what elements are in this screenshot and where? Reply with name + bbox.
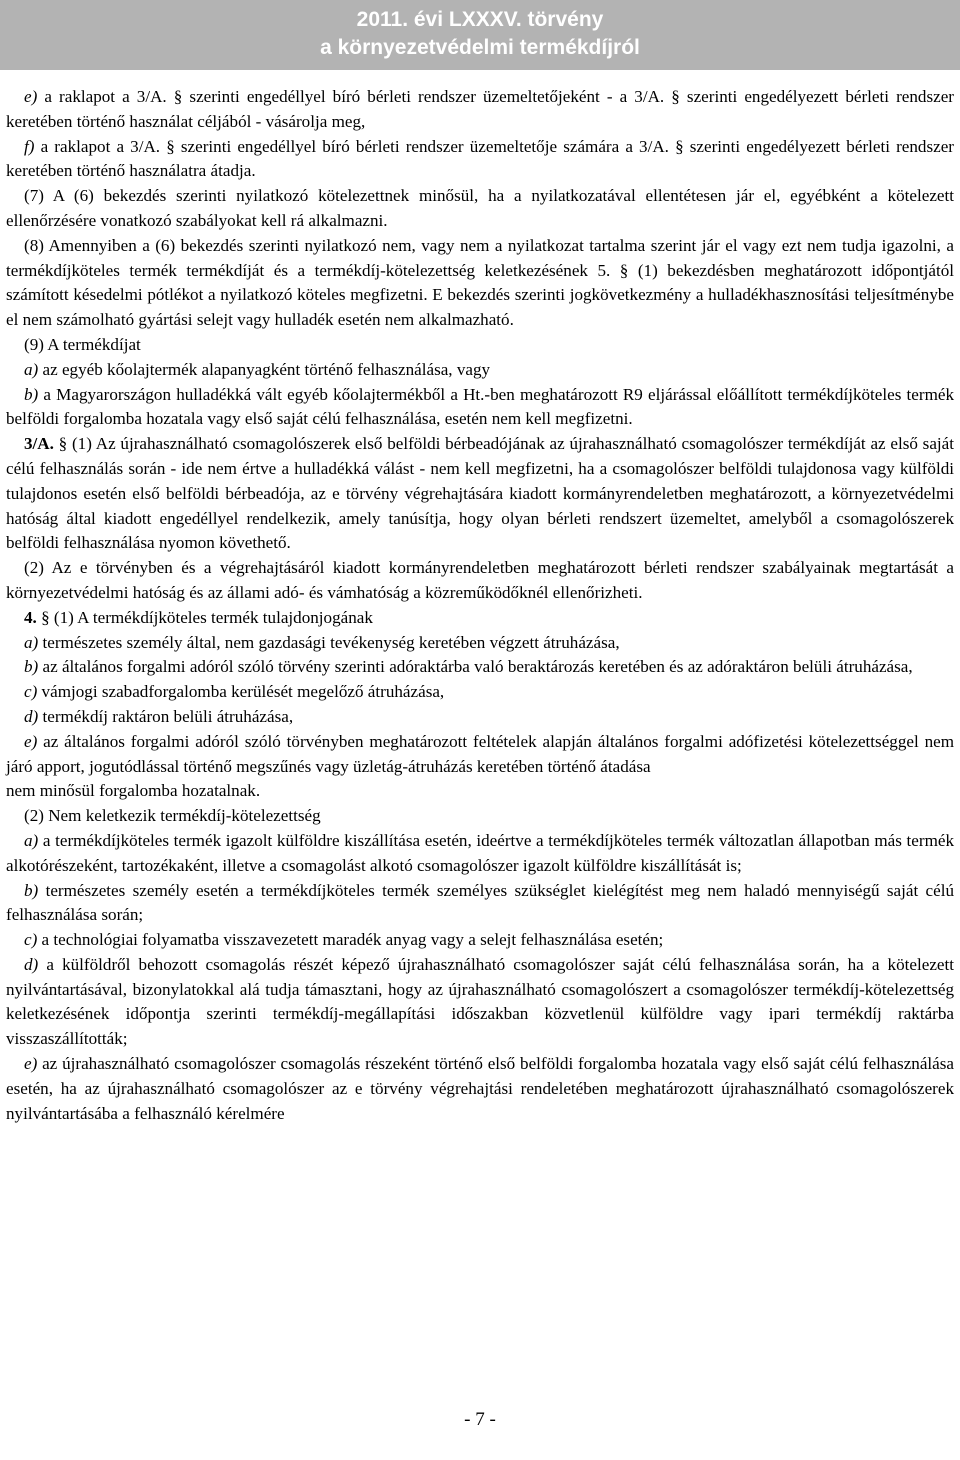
paragraph <box>6 879 954 929</box>
item-text: a termékdíjköteles termék igazolt külföldre kiszállítása esetén, ideértve a termékdíjköteles termék változatlan állapotban más termék alkotórészeként, tartozékaként, illetve a csomagolást alkotó csomagolószer igazolt külföldre kiszállítását is; <box>6 830 954 875</box>
item-letter: c) <box>24 930 38 950</box>
section-3a <box>6 432 954 556</box>
paragraph <box>6 680 954 705</box>
item-text: a technológiai folyamatba visszavezetett maradék anyag vagy a selejt felhasználása esetén; <box>37 930 664 950</box>
paragraph: (7) A (6) bekezdés szerinti nyilatkozó kötelezettnek minősül, ha a nyilatkozatával ellentétesen jár el, egyébként a kötelezett ellenőrzésére vonatkozó szabályokat kell rá alkalmazni. <box>6 186 954 230</box>
item-text: az újrahasználható csomagolószer csomagolás részeként történő első belföldi forgalomba hozatala vagy első saját célú felhasználása esetén, ha az újrahasználható csomagolószer az e törvény végrehajtási rendeletében meghatározott újrahasználható csomagolószerek nyilvántartásába a felhasználó kérelmére <box>6 1054 954 1123</box>
item-text: az általános forgalmi adóról szóló törvény szerinti adóraktárba való beraktározás keretében és az adóraktáron belüli átruházása, <box>38 657 913 677</box>
item-letter: b) <box>24 880 39 900</box>
paragraph: (2) Nem keletkezik termékdíj-kötelezettség <box>24 806 321 826</box>
item-letter: f) <box>24 136 35 156</box>
paragraph <box>6 358 954 383</box>
item-letter: e) <box>24 1054 38 1074</box>
page-number: - 7 - <box>464 1409 496 1430</box>
paragraph <box>6 705 954 730</box>
section-text: § (1) A termékdíjköteles termék tulajdonjogának <box>36 607 373 627</box>
section-text: § (1) Az újrahasználható csomagolószerek első belföldi bérbeadójának az újrahasználható csomagolószer termékdíját az első saját célú felhasználás során - ide nem értve a hulladékká válást - nem kell megfizetni, ha a csomagolószer belföldi tulajdonosa vagy külföldi tulajdonos esetén első belföldi bérbeadója, az e törvény végrehajtására kiadott kormányrendeletben meghatározott, a környezetvédelmi hatóság által kiadott engedéllyel rendelkezik, amely tanúsítja, hogy olyan bérleti rendszert üzemeltet, amelyből a csomagolószerek belföldi felhasználása nyomon követhető. <box>6 434 954 553</box>
item-text: az általános forgalmi adóról szóló törvényben meghatározott feltételek alapján általános forgalmi adófizetési kötelezettséggel nem járó apport, jogutódlással történő megszűnés vagy üzletág-átruházás keretében történő átadása <box>6 731 954 776</box>
item-letter: a) <box>24 830 39 850</box>
document-body <box>6 85 954 1126</box>
item-letter: a) <box>24 632 39 652</box>
item-text: természetes személy által, nem gazdasági tevékenység keretében végzett átruházása, <box>38 632 620 652</box>
item-text: a raklapot a 3/A. § szerinti engedéllyel bíró bérleti rendszer üzemeltetője számára a 3/A. § szerinti engedélyezett bérleti rendszer keretében történő használatra átadja. <box>6 136 954 181</box>
law-subtitle: a környezetvédelmi termékdíjról <box>320 36 640 59</box>
item-text: az egyéb kőolajtermék alapanyagként történő felhasználása, vagy <box>38 359 491 379</box>
paragraph: (2) Az e törvényben és a végrehajtásáról kiadott kormányrendeletben meghatározott bérleti rendszer szabályainak megtartását a környezetvédelmi hatóság és az állami adó- és vámhatóság a közreműködőknél ellenőrizheti. <box>6 558 954 602</box>
item-letter: e) <box>24 731 38 751</box>
paragraph <box>6 631 954 656</box>
item-letter: c) <box>24 682 38 702</box>
item-letter: a) <box>24 359 39 379</box>
section-number: 3/A. <box>24 434 54 454</box>
item-letter: b) <box>24 384 39 404</box>
section-number: 4. <box>24 607 37 627</box>
item-letter: d) <box>24 954 39 974</box>
item-text: természetes személy esetén a termékdíjköteles termék személyes szükséglet kielégítést meg nem haladó mennyiségű saját célú felhasználása során; <box>6 880 954 925</box>
paragraph: nem minősül forgalomba hozatalnak. <box>6 781 261 801</box>
paragraph <box>6 730 954 780</box>
item-text: a Magyarországon hulladékká vált egyéb kőolajtermékből a Ht.-ben meghatározott R9 eljárással előállított termékdíjköteles termék belföldi forgalomba hozatala vagy első saját célú felhasználása, esetén nem kell megfizetni. <box>6 384 954 429</box>
paragraph <box>6 953 954 1052</box>
item-text: a külföldről behozott csomagolás részét képező újrahasználható csomagolószer saját célú felhasználása során, ha a kötelezett nyilvántartásával, bizonylatokkal alá tudja támasztani, hogy az újrahasználható csomagolószert a csomagolószer termékdíj-kötelezettség keletkezésének időpontja szerinti termékdíj-megállapítási időszakban közvetlenül külföldre vagy ipari termékdíj raktárba visszaszállították; <box>6 954 954 1049</box>
paragraph <box>6 85 954 135</box>
paragraph <box>6 928 954 953</box>
item-letter: d) <box>24 706 39 726</box>
item-text: termékdíj raktáron belüli átruházása, <box>38 706 294 726</box>
paragraph <box>6 135 954 185</box>
paragraph: (8) Amennyiben a (6) bekezdés szerinti nyilatkozó nem, vagy nem a nyilatkozat tartalma szerint jár el vagy ezt nem tudja igazolni, a termékdíjköteles termék termékdíját és a termékdíj-kötelezettség keletkezésének 5. § (1) bekezdésben meghatározott időpontjától számított késedelmi pótlékot a nyilatkozó köteles megfizetni. E bekezdés szerinti jogkövetkezmény a hulladékhasznosítási teljesítménybe el nem számolható gyártási selejt vagy hulladék esetén nem alkalmazható. <box>6 235 954 330</box>
law-title: 2011. évi LXXXV. törvény <box>356 8 604 31</box>
item-text: a raklapot a 3/A. § szerinti engedéllyel bíró bérleti rendszer üzemeltetőjeként - a 3/A. § szerinti engedélyezett bérleti rendszer keretében történő használat céljából - vásárolja meg, <box>6 87 954 131</box>
paragraph <box>6 829 954 879</box>
paragraph: (9) A termékdíjat <box>24 334 141 354</box>
page-header <box>0 0 960 70</box>
item-text: vámjogi szabadforgalomba kerülését megelőző átruházása, <box>37 682 445 702</box>
section-4 <box>6 606 954 631</box>
item-letter: b) <box>24 657 39 677</box>
paragraph <box>6 655 954 680</box>
paragraph <box>6 1052 954 1126</box>
item-letter: e) <box>24 87 38 106</box>
paragraph <box>6 383 954 433</box>
